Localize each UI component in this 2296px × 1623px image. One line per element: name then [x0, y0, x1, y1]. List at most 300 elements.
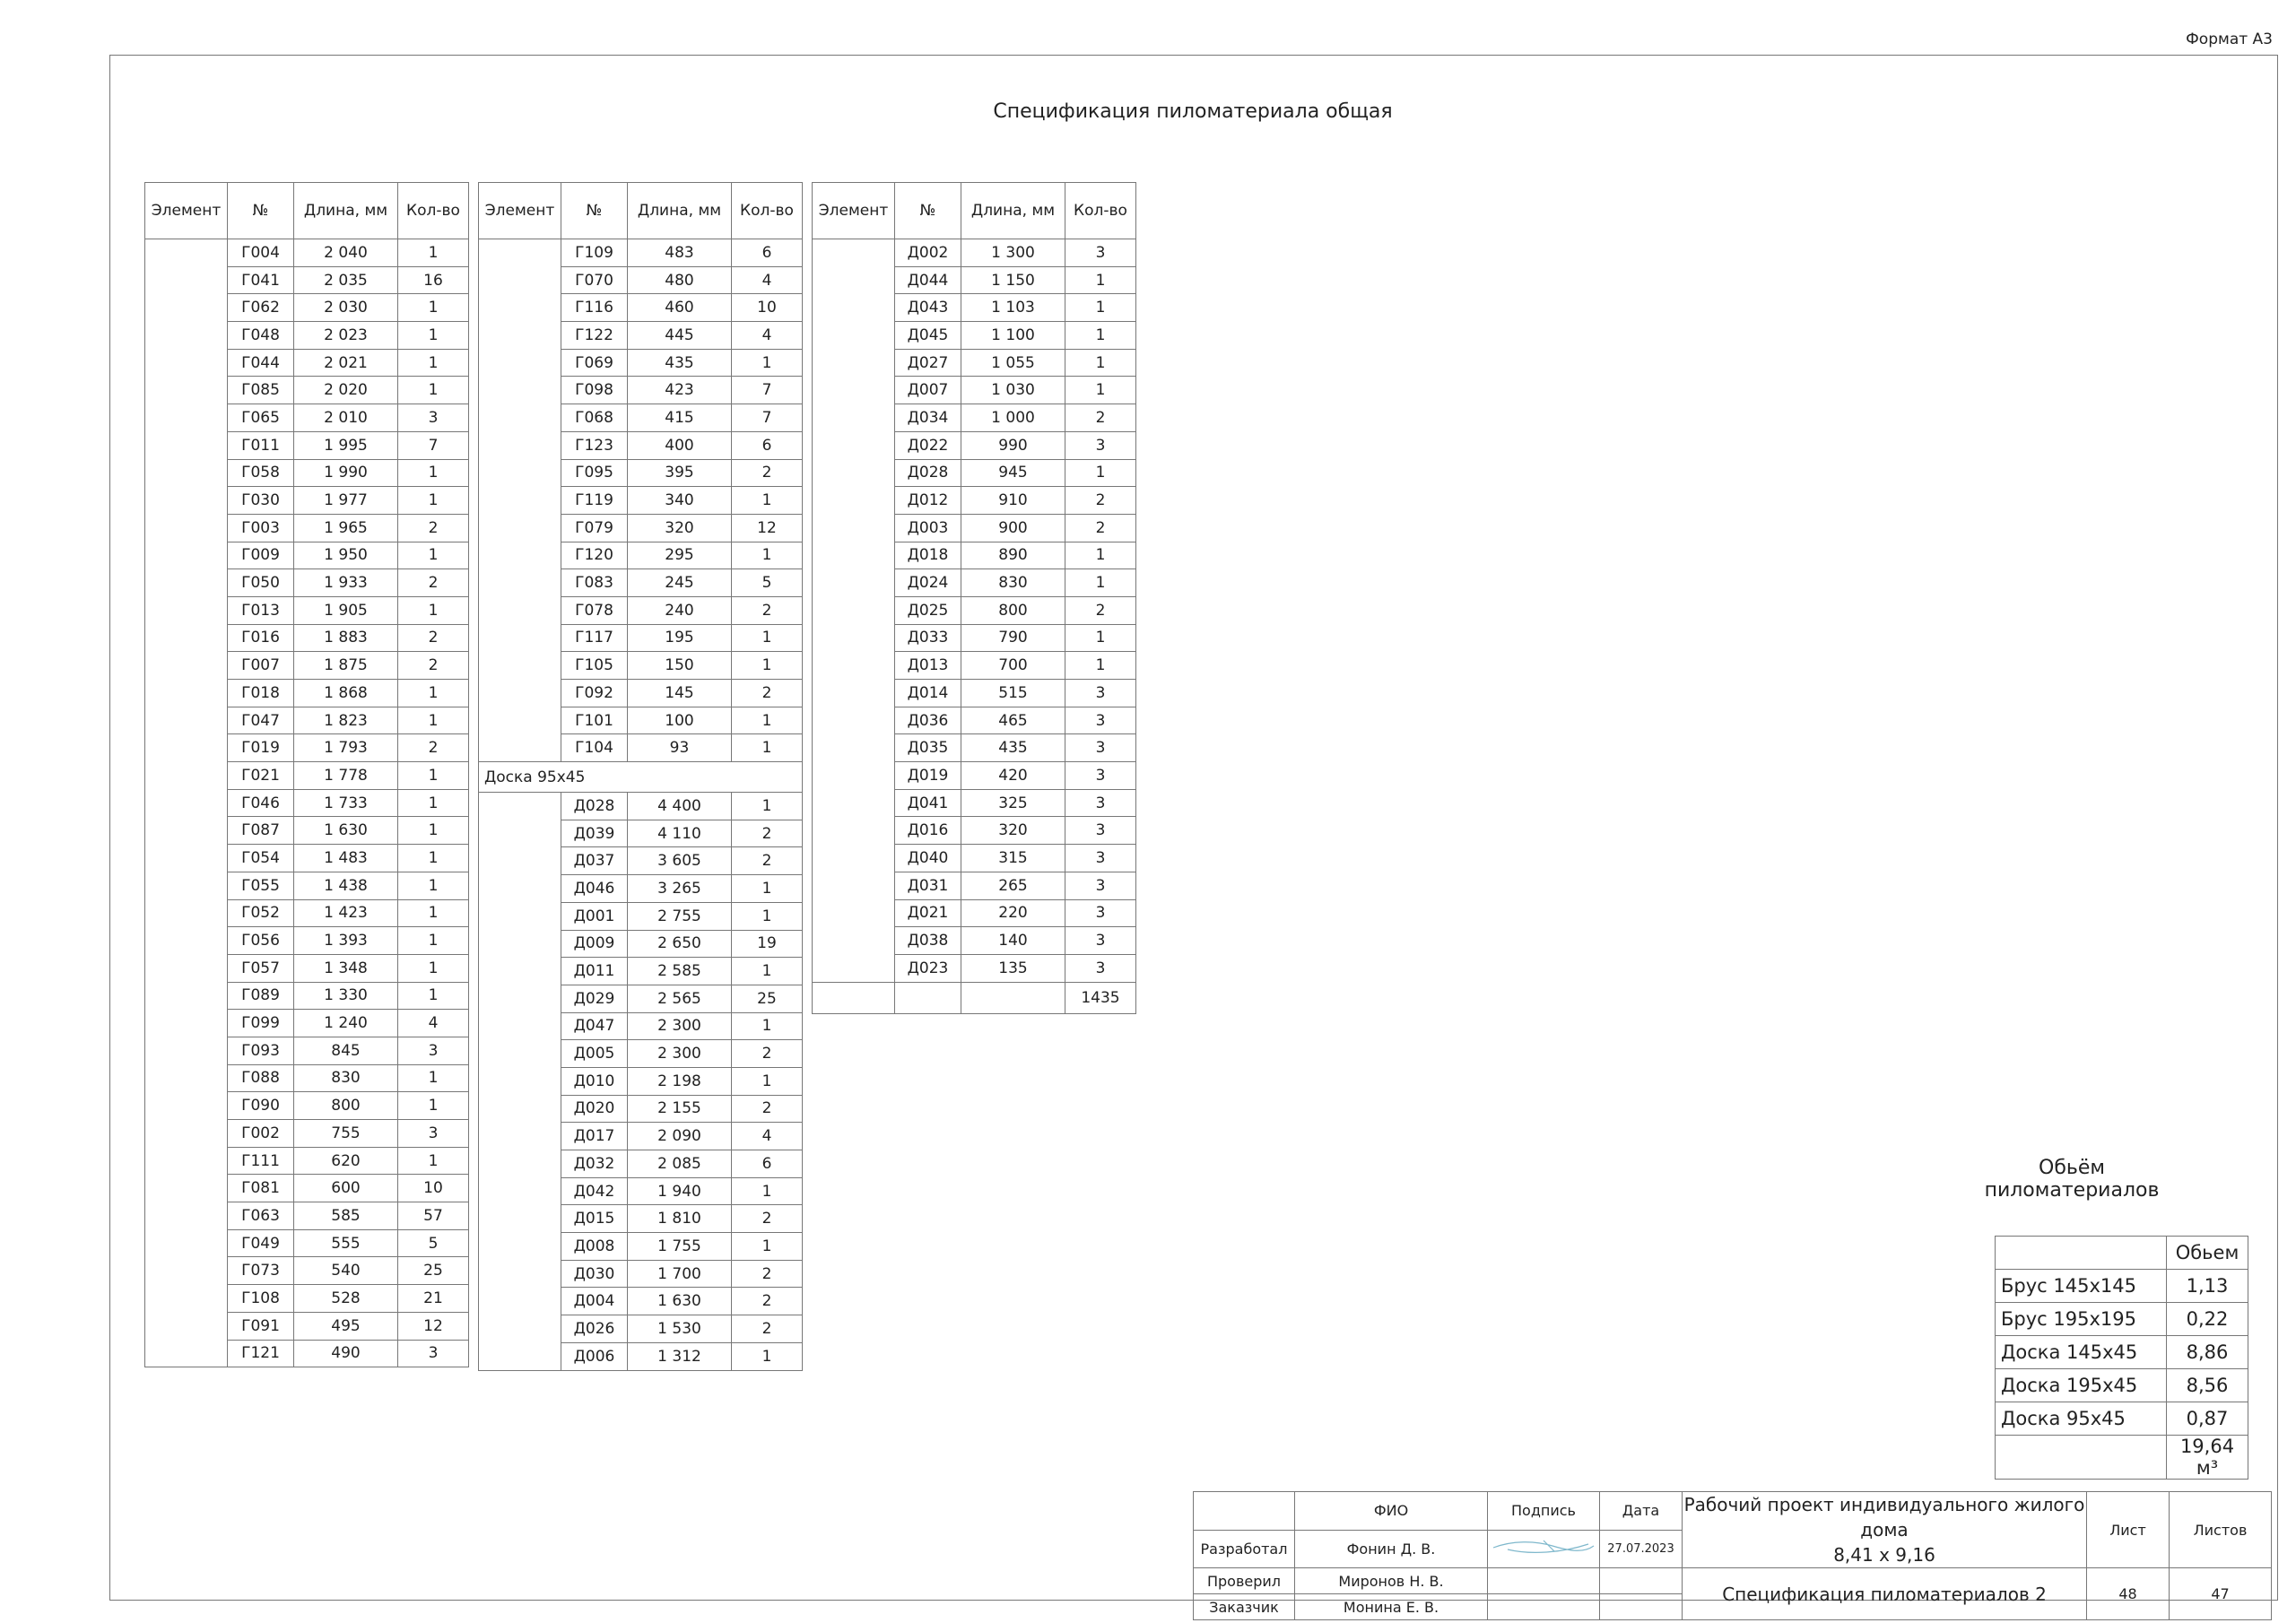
table-row: [145, 1147, 469, 1175]
length-cell: 845: [294, 1037, 398, 1064]
table-row: [479, 1067, 803, 1095]
number-cell: Д002: [895, 239, 961, 267]
material-volume: 0,87: [2167, 1402, 2248, 1436]
element-cell: [145, 349, 228, 377]
number-cell: Д042: [561, 1177, 628, 1205]
table-row: [145, 459, 469, 487]
table-row: [813, 322, 1136, 350]
number-cell: Г108: [228, 1285, 294, 1313]
length-cell: 2 565: [628, 985, 732, 1012]
number-cell: Д003: [895, 514, 961, 542]
number-cell: Д044: [895, 266, 961, 294]
table-row: [479, 624, 803, 652]
qty-cell: 1: [732, 542, 803, 569]
table-row: [813, 459, 1136, 487]
qty-cell: 1: [398, 845, 469, 872]
number-cell: Г073: [228, 1257, 294, 1285]
table-row: [813, 542, 1136, 569]
element-cell: [479, 1095, 561, 1123]
length-cell: 830: [961, 569, 1065, 597]
length-cell: 3 265: [628, 875, 732, 903]
element-cell: [145, 322, 228, 350]
element-cell: [145, 680, 228, 707]
element-cell: [479, 707, 561, 734]
material-name: Доска 95х45: [1996, 1402, 2167, 1436]
element-cell: [479, 652, 561, 680]
number-cell: Г056: [228, 927, 294, 955]
table-row: [479, 239, 803, 267]
element-cell: [145, 982, 228, 1010]
table-row: [145, 1257, 469, 1285]
qty-cell: 1: [398, 927, 469, 955]
table-row: [145, 680, 469, 707]
qty-cell: 2: [732, 596, 803, 624]
length-cell: 2 300: [628, 1012, 732, 1040]
length-cell: 890: [961, 542, 1065, 569]
checked-name: Миронов Н. В.: [1295, 1568, 1488, 1594]
qty-cell: 1: [1065, 542, 1136, 569]
table-row: [479, 459, 803, 487]
length-cell: 1 348: [294, 954, 398, 982]
qty-cell: 6: [732, 239, 803, 267]
qty-cell: 2: [398, 734, 469, 762]
length-cell: 1 103: [961, 294, 1065, 322]
header-qty: Кол-во: [398, 183, 469, 239]
table-row: [145, 404, 469, 432]
qty-cell: 6: [732, 1150, 803, 1178]
table-row: [813, 596, 1136, 624]
header-length: Длина, мм: [628, 183, 732, 239]
number-cell: Г111: [228, 1147, 294, 1175]
table-row: [479, 1205, 803, 1233]
element-cell: [813, 294, 895, 322]
qty-cell: 1: [732, 707, 803, 734]
qty-cell: 4: [398, 1010, 469, 1037]
header-qty: Кол-во: [732, 183, 803, 239]
table-row: [813, 845, 1136, 872]
qty-cell: 1: [398, 459, 469, 487]
number-cell: Г021: [228, 762, 294, 790]
length-cell: 2 040: [294, 239, 398, 267]
qty-cell: 1: [398, 899, 469, 927]
table-row: [479, 1342, 803, 1370]
length-cell: 1 733: [294, 789, 398, 817]
material-name: Брус 145х145: [1996, 1270, 2167, 1303]
volume-header: Обьем: [2167, 1237, 2248, 1270]
qty-cell: 2: [398, 569, 469, 597]
number-cell: Г105: [561, 652, 628, 680]
qty-cell: 1: [398, 1147, 469, 1175]
element-cell: [145, 1037, 228, 1064]
qty-cell: 3: [1065, 762, 1136, 790]
length-cell: 1 150: [961, 266, 1065, 294]
element-cell: [479, 1040, 561, 1068]
table-row: [813, 789, 1136, 817]
developed-label: Разработал: [1194, 1530, 1295, 1568]
volume-title: Обьём пиломатериалов: [1984, 1157, 2160, 1202]
number-cell: Д005: [561, 1040, 628, 1068]
qty-cell: 1: [732, 875, 803, 903]
length-cell: 1 977: [294, 487, 398, 515]
qty-cell: 1: [1065, 652, 1136, 680]
number-cell: Д017: [561, 1123, 628, 1150]
length-cell: 4 400: [628, 793, 732, 820]
element-cell: [813, 239, 895, 267]
qty-cell: 1: [732, 624, 803, 652]
number-cell: Г048: [228, 322, 294, 350]
length-cell: 2 010: [294, 404, 398, 432]
length-cell: 830: [294, 1064, 398, 1092]
length-cell: 483: [628, 239, 732, 267]
qty-cell: 2: [398, 652, 469, 680]
number-cell: Г052: [228, 899, 294, 927]
table-row: [145, 542, 469, 569]
number-cell: Г013: [228, 596, 294, 624]
length-cell: 245: [628, 569, 732, 597]
volume-row: [1996, 1369, 2248, 1402]
number-cell: Г099: [228, 1010, 294, 1037]
number-cell: Д022: [895, 431, 961, 459]
element-cell: [813, 266, 895, 294]
length-cell: 1 990: [294, 459, 398, 487]
stamp-col-fio: ФИО: [1295, 1492, 1488, 1531]
table-row: [145, 322, 469, 350]
table-row: [479, 294, 803, 322]
header-element: Элемент: [145, 183, 228, 239]
length-cell: 2 020: [294, 377, 398, 404]
number-cell: Д015: [561, 1205, 628, 1233]
number-cell: Г117: [561, 624, 628, 652]
material-volume: 1,13: [2167, 1270, 2248, 1303]
qty-cell: 6: [732, 431, 803, 459]
element-cell: [145, 1010, 228, 1037]
qty-cell: 1: [398, 762, 469, 790]
element-cell: [479, 958, 561, 985]
length-cell: 1 933: [294, 569, 398, 597]
number-cell: Г069: [561, 349, 628, 377]
element-cell: [145, 899, 228, 927]
element-cell: [479, 294, 561, 322]
table-row: [145, 652, 469, 680]
qty-cell: 3: [1065, 899, 1136, 927]
length-cell: 2 035: [294, 266, 398, 294]
length-cell: 1 240: [294, 1010, 398, 1037]
qty-cell: 1: [1065, 322, 1136, 350]
table-row: [813, 954, 1136, 982]
number-cell: Д037: [561, 847, 628, 875]
qty-cell: 1: [732, 1012, 803, 1040]
table-row: [479, 322, 803, 350]
table-row: [145, 899, 469, 927]
length-cell: 1 883: [294, 624, 398, 652]
qty-cell: 1: [732, 958, 803, 985]
number-cell: Д035: [895, 734, 961, 762]
length-cell: 423: [628, 377, 732, 404]
element-cell: [479, 680, 561, 707]
table-row: [479, 1040, 803, 1068]
header-length: Длина, мм: [294, 183, 398, 239]
table-row: [479, 377, 803, 404]
project-title-line1: Рабочий проект индивидуального жилого дома: [1683, 1494, 2085, 1541]
table-row: [479, 431, 803, 459]
number-cell: Г007: [228, 652, 294, 680]
number-cell: Г122: [561, 322, 628, 350]
table-row: [479, 1260, 803, 1288]
length-cell: 1 755: [628, 1233, 732, 1261]
element-cell: [145, 789, 228, 817]
length-cell: 910: [961, 487, 1065, 515]
length-cell: 135: [961, 954, 1065, 982]
number-cell: Г046: [228, 789, 294, 817]
element-cell: [479, 459, 561, 487]
element-cell: [479, 847, 561, 875]
length-cell: 1 030: [961, 377, 1065, 404]
element-cell: [145, 596, 228, 624]
qty-cell: 5: [398, 1229, 469, 1257]
number-cell: Г004: [228, 239, 294, 267]
number-cell: Д020: [561, 1095, 628, 1123]
qty-cell: 2: [398, 514, 469, 542]
element-cell: [479, 377, 561, 404]
length-cell: 2 030: [294, 294, 398, 322]
developed-date: 27.07.2023: [1600, 1530, 1683, 1568]
element-cell: [479, 820, 561, 847]
number-cell: Д029: [561, 985, 628, 1012]
qty-cell: 1: [398, 817, 469, 845]
length-cell: 1 393: [294, 927, 398, 955]
element-cell: [813, 927, 895, 955]
length-cell: 320: [628, 514, 732, 542]
length-cell: 2 155: [628, 1095, 732, 1123]
number-cell: Д027: [895, 349, 961, 377]
qty-cell: 7: [732, 377, 803, 404]
length-cell: 600: [294, 1175, 398, 1202]
qty-cell: 1: [1065, 266, 1136, 294]
element-cell: [813, 569, 895, 597]
material-volume: 8,86: [2167, 1336, 2248, 1369]
element-cell: [145, 1120, 228, 1148]
element-cell: [145, 542, 228, 569]
number-cell: Д033: [895, 624, 961, 652]
spec-table-2: [478, 182, 803, 1371]
length-cell: 1 905: [294, 596, 398, 624]
element-cell: [145, 377, 228, 404]
number-cell: Д012: [895, 487, 961, 515]
element-cell: [145, 845, 228, 872]
element-cell: [479, 985, 561, 1012]
element-cell: [813, 817, 895, 845]
qty-cell: 3: [1065, 680, 1136, 707]
length-cell: 990: [961, 431, 1065, 459]
qty-cell: 1: [732, 652, 803, 680]
qty-cell: 2: [732, 847, 803, 875]
table-row: [813, 817, 1136, 845]
qty-cell: 1: [732, 487, 803, 515]
number-cell: Г091: [228, 1312, 294, 1340]
qty-cell: 1: [732, 1177, 803, 1205]
table-row: [145, 1010, 469, 1037]
table-row: [813, 294, 1136, 322]
qty-cell: 1: [398, 596, 469, 624]
number-cell: Д009: [561, 930, 628, 958]
number-cell: Д030: [561, 1260, 628, 1288]
length-cell: 700: [961, 652, 1065, 680]
element-cell: [145, 1285, 228, 1313]
table-row: [145, 1092, 469, 1120]
qty-cell: 1: [398, 1064, 469, 1092]
table-row: [145, 954, 469, 982]
table-row: [479, 985, 803, 1012]
length-cell: 1 940: [628, 1177, 732, 1205]
length-cell: 1 312: [628, 1342, 732, 1370]
number-cell: Д028: [561, 793, 628, 820]
length-cell: 515: [961, 680, 1065, 707]
number-cell: Г063: [228, 1202, 294, 1230]
length-cell: 2 021: [294, 349, 398, 377]
element-cell: [813, 377, 895, 404]
customer-name: Монина Е. В.: [1295, 1594, 1488, 1620]
table-row: [145, 596, 469, 624]
table-row: [479, 652, 803, 680]
length-cell: 945: [961, 459, 1065, 487]
length-cell: 435: [961, 734, 1065, 762]
number-cell: Д016: [895, 817, 961, 845]
table-row: [479, 596, 803, 624]
length-cell: 1 300: [961, 239, 1065, 267]
table-row: [145, 1229, 469, 1257]
length-cell: 555: [294, 1229, 398, 1257]
element-cell: [813, 954, 895, 982]
volume-row: [1996, 1270, 2248, 1303]
table-row: [813, 239, 1136, 267]
element-cell: [813, 349, 895, 377]
element-cell: [145, 431, 228, 459]
length-cell: 1 823: [294, 707, 398, 734]
length-cell: 1 438: [294, 872, 398, 899]
element-cell: [479, 875, 561, 903]
number-cell: Г083: [561, 569, 628, 597]
qty-cell: 1: [398, 789, 469, 817]
table-row: [479, 349, 803, 377]
element-cell: [813, 872, 895, 899]
length-cell: 800: [961, 596, 1065, 624]
qty-cell: 1: [398, 872, 469, 899]
length-cell: 1 965: [294, 514, 398, 542]
element-cell: [813, 322, 895, 350]
length-cell: 1 950: [294, 542, 398, 569]
number-cell: Г095: [561, 459, 628, 487]
qty-cell: 1: [732, 902, 803, 930]
number-cell: Д013: [895, 652, 961, 680]
table-row: [145, 845, 469, 872]
table-row: [479, 707, 803, 734]
element-cell: [145, 1175, 228, 1202]
qty-cell: 5: [732, 569, 803, 597]
length-cell: 1 000: [961, 404, 1065, 432]
project-title: [1683, 1492, 2087, 1568]
spec-table-3: [812, 182, 1136, 1014]
number-cell: Г044: [228, 349, 294, 377]
number-cell: Г047: [228, 707, 294, 734]
length-cell: 140: [961, 927, 1065, 955]
table-row: [813, 266, 1136, 294]
table-row: [479, 1288, 803, 1315]
length-cell: 195: [628, 624, 732, 652]
qty-cell: 3: [398, 404, 469, 432]
qty-cell: 1: [398, 680, 469, 707]
table-row: [479, 542, 803, 569]
table-row: [479, 1123, 803, 1150]
element-cell: [813, 542, 895, 569]
number-cell: Г104: [561, 734, 628, 762]
length-cell: 420: [961, 762, 1065, 790]
qty-cell: 2: [732, 680, 803, 707]
header-number: №: [895, 183, 961, 239]
sheet-number: 48: [2087, 1568, 2170, 1620]
number-cell: Д045: [895, 322, 961, 350]
table-row: [145, 872, 469, 899]
number-cell: Д047: [561, 1012, 628, 1040]
element-cell: [145, 459, 228, 487]
table-row: [813, 487, 1136, 515]
table-row: [145, 377, 469, 404]
element-cell: [813, 459, 895, 487]
element-cell: [145, 707, 228, 734]
number-cell: Г070: [561, 266, 628, 294]
element-cell: [813, 762, 895, 790]
table-row: [479, 875, 803, 903]
table-row: [479, 847, 803, 875]
element-cell: [479, 487, 561, 515]
qty-cell: 25: [398, 1257, 469, 1285]
length-cell: 1 793: [294, 734, 398, 762]
element-cell: [479, 322, 561, 350]
element-cell: [813, 899, 895, 927]
table-row: [145, 1202, 469, 1230]
page-title: Спецификация пиломатериала общая: [993, 100, 1393, 123]
table-row: [479, 514, 803, 542]
number-cell: Г123: [561, 431, 628, 459]
element-cell: [479, 266, 561, 294]
length-cell: 295: [628, 542, 732, 569]
element-cell: [813, 596, 895, 624]
length-cell: 490: [294, 1340, 398, 1367]
number-cell: Д039: [561, 820, 628, 847]
table-row: [813, 404, 1136, 432]
length-cell: 495: [294, 1312, 398, 1340]
number-cell: Д007: [895, 377, 961, 404]
length-cell: 2 300: [628, 1040, 732, 1068]
element-cell: [479, 1205, 561, 1233]
length-cell: 1 483: [294, 845, 398, 872]
element-cell: [145, 514, 228, 542]
table-row: [145, 294, 469, 322]
number-cell: Д004: [561, 1288, 628, 1315]
element-cell: [145, 487, 228, 515]
length-cell: 400: [628, 431, 732, 459]
table-row: [479, 487, 803, 515]
element-cell: [479, 1012, 561, 1040]
element-cell: [145, 872, 228, 899]
number-cell: Д034: [895, 404, 961, 432]
length-cell: 2 755: [628, 902, 732, 930]
number-cell: Г068: [561, 404, 628, 432]
qty-cell: 7: [398, 431, 469, 459]
element-cell: [479, 902, 561, 930]
number-cell: Г055: [228, 872, 294, 899]
number-cell: Г054: [228, 845, 294, 872]
table-row: [145, 624, 469, 652]
